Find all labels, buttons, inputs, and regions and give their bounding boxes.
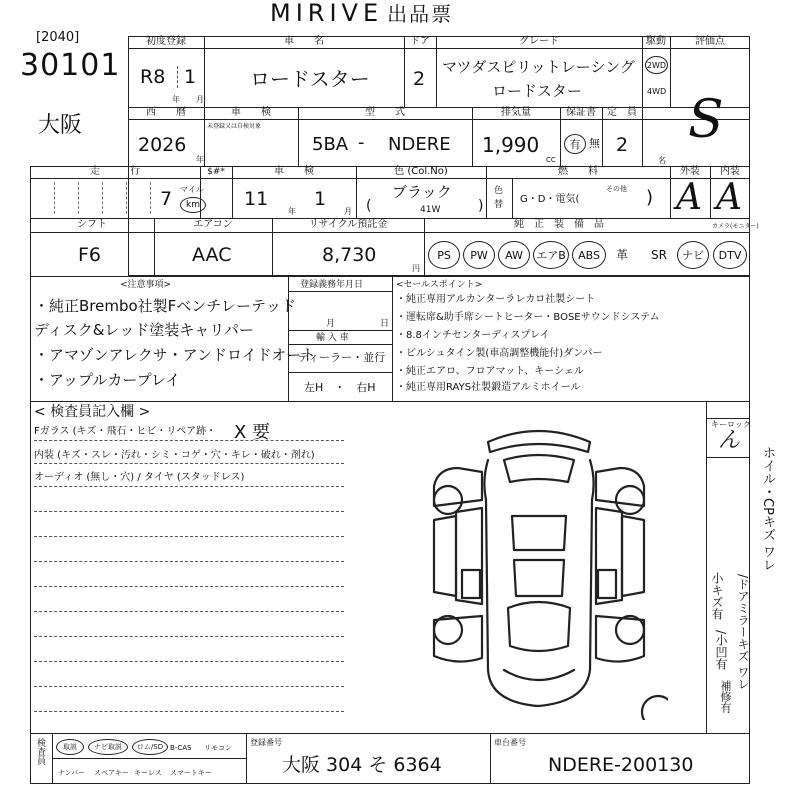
inspector-label: < 検査員記入欄 >: [34, 404, 151, 420]
manual-label: 保証書: [566, 107, 596, 118]
shift-label: シフト: [77, 219, 107, 230]
brand-title: [270, 0, 453, 27]
color-label: 色 (Col.No): [394, 166, 448, 177]
lot-number: 30101: [20, 48, 121, 83]
displacement-value: 1,990: [482, 133, 540, 157]
item-spare-key: スペアキー: [94, 769, 129, 777]
sales-line-2: ・運転席&助手席シートヒーター・BOSEサウンドシステム: [396, 312, 660, 323]
insp-year-unit: 年: [288, 207, 296, 216]
note-line-2: ディスク&レッド塗装キャリパー: [34, 321, 254, 339]
door-label: ドア: [410, 36, 430, 47]
reg-month: 1: [184, 66, 197, 88]
item-keyless: キーレス: [134, 769, 162, 777]
model-code: NDERE: [388, 134, 451, 155]
plate-label: 登録番号: [250, 738, 282, 747]
year-label: 西 暦: [146, 107, 186, 118]
equip-airbag: エアB: [533, 241, 569, 269]
keylock-value: ん: [718, 428, 741, 453]
glass-value: X 要: [234, 422, 271, 443]
grade-line1: マツダスピリットレーシング: [442, 58, 635, 76]
displacement-label: 排気量: [501, 107, 531, 118]
exterior-label: 外装: [680, 166, 700, 177]
note-line-4: ・アップルカープレイ: [34, 371, 181, 389]
inspection-label: 車 検: [231, 107, 271, 118]
import-label: 輸 入 車: [316, 333, 349, 343]
item-rom-sd: ロム/SD: [132, 739, 168, 755]
grade-label: グレード: [519, 36, 559, 47]
exterior-grade: A: [676, 177, 702, 218]
mileage-unit-km: km: [180, 197, 206, 213]
recycle-label: リサイクル預託金: [308, 219, 388, 230]
model-label: 型 式: [365, 107, 405, 118]
car-diagram: [418, 420, 668, 720]
interior-line: 内装 (キズ・スレ・汚れ・シミ・コゲ・穴・キレ・破れ・剤れ): [34, 450, 315, 461]
item-remote: リモコン: [204, 744, 232, 752]
inspection-note: 未登録又は自検対象: [207, 123, 262, 130]
notes-label: <注意事項>: [120, 280, 172, 290]
score-label: 評価点: [695, 36, 725, 47]
brand-name: MIRIVE: [270, 0, 384, 27]
glass-label: Fガラス (キズ・飛石・ヒビ・リペア跡・: [34, 426, 217, 437]
score-value: S: [688, 90, 724, 150]
item-smart-key: スマートキー: [170, 769, 212, 777]
fuel-label: 燃 料: [558, 166, 598, 177]
recycle-value: 8,730: [322, 244, 377, 266]
ac-label: エアコン: [193, 219, 233, 230]
side-note-mirror: /ドアミラーキズ ワレ: [736, 574, 750, 690]
insp-month-unit: 月: [344, 207, 352, 216]
color-change-label: 色替: [494, 186, 504, 210]
manual-yes: 有: [564, 134, 586, 154]
sales-line-5: ・純正エアロ、フロアマット、キーシェル: [396, 366, 584, 377]
equip-ps: PS: [428, 241, 460, 269]
drive-4wd: 4WD: [647, 87, 667, 96]
seats-label: 定 員: [607, 107, 637, 118]
equip-label: 純 正 装 備 品: [514, 219, 604, 230]
sheet-title: 出品票: [387, 2, 454, 26]
seats-value: 2: [616, 134, 629, 156]
fuel-other: その他: [606, 185, 627, 193]
equip-dtv: DTV: [713, 241, 747, 269]
color-code: 41W: [420, 205, 441, 215]
interior-label: 内装: [720, 166, 740, 177]
ac-value: AAC: [192, 244, 232, 266]
equip-pw: PW: [463, 241, 495, 269]
chassis-number: NDERE-200130: [548, 754, 694, 776]
year-value: 2026: [138, 134, 187, 156]
grade-line2: ロードスター: [492, 82, 582, 100]
interior-grade: A: [716, 177, 742, 218]
paren-left: (: [366, 198, 372, 214]
reg-day-unit: 日: [380, 319, 390, 329]
sales-line-6: ・純正専用RAYS社製鍛造アルミホイール: [396, 382, 581, 393]
item-navi-manual: ナビ取説: [88, 739, 128, 755]
fuel-close: ): [646, 187, 654, 208]
item-plate: ナンバー: [58, 769, 86, 777]
audio-line: オーディオ (無し・穴) / タイヤ (スタッドレス): [34, 472, 245, 483]
mileage-unit-mile: マイル: [180, 185, 204, 194]
inspection-year: 11: [244, 188, 269, 210]
import-hand: 左H ・ 右H: [304, 381, 376, 394]
reg-deadline-label: 登録義務年月日: [300, 280, 364, 290]
item-bcas: B-CAS: [170, 744, 192, 752]
sales-line-3: ・8.8インチセンターディスプレイ: [396, 330, 550, 341]
item-manual: 取説: [56, 739, 84, 755]
note-line-1: ・純正Brembo社製Fベンチレーテッド: [34, 297, 296, 315]
equip-navi: ナビ: [677, 241, 709, 269]
keylock-label: キーロック: [711, 420, 751, 429]
chassis-label: 車台番号: [494, 738, 526, 747]
mileage-value: 7: [160, 188, 173, 210]
dtv-label: カメラ(モニター): [712, 223, 759, 230]
seats-unit: 名: [658, 156, 666, 165]
meter-label: $#*: [207, 167, 225, 177]
model-sep: -: [358, 132, 365, 153]
month-unit: 月: [196, 95, 204, 104]
inspector-mark-label: 検査員: [35, 738, 45, 765]
reg-label: 初度登録: [146, 36, 186, 47]
year-unit: 年: [172, 95, 180, 104]
reg-era: R8: [140, 66, 166, 88]
drive-2wd: 2WD: [645, 56, 668, 74]
import-dealer: ディーラー・並行: [298, 351, 386, 364]
equip-abs: ABS: [572, 241, 606, 269]
color-name: ブラック: [392, 183, 452, 201]
inspection-month: 1: [314, 188, 327, 210]
side-note-wheel: ホイル・CPキズ ワレ: [760, 446, 775, 572]
paren-right: ): [478, 198, 484, 214]
fuel-options: G・D・電気(: [520, 194, 580, 205]
shift-value: F6: [78, 244, 102, 266]
recycle-unit: 円: [412, 264, 420, 273]
manual-no: 無: [589, 137, 600, 150]
side-note-scratch: 小キズ有: [710, 572, 724, 620]
equip-aw: AW: [498, 241, 530, 269]
car-name: ロードスター: [250, 67, 370, 91]
sales-line-4: ・ビルシュタイン製(車高調整機能付)ダンパー: [396, 348, 603, 359]
sales-line-1: ・純正専用アルカンターラレカロ社製シート: [396, 294, 596, 305]
equip-leather: 革: [616, 248, 629, 262]
side-note-repair: 補修有: [719, 680, 732, 713]
reg-month-unit: 月: [326, 319, 336, 329]
drive-label: 駆動: [646, 36, 666, 47]
mileage-label: 走 行: [90, 166, 140, 177]
note-line-3: ・アマゾンアレクサ・アンドロイドオート: [34, 346, 317, 364]
side-note-dent: /小凹有: [714, 630, 728, 671]
year-unit2: 年: [196, 155, 204, 164]
model-prefix: 5BA: [312, 134, 349, 155]
cc-unit: CC: [546, 156, 556, 164]
lot-code: [2040]: [36, 30, 80, 45]
venue: 大阪: [38, 113, 83, 138]
door-count: 2: [413, 68, 426, 90]
plate-number: 大阪 304 そ 6364: [282, 754, 442, 776]
name-label: 車 名: [284, 36, 324, 47]
sales-label: <セールスポイント>: [396, 280, 483, 290]
inspection-date-label: 車 検: [274, 166, 314, 177]
equip-sunroof: SR: [651, 248, 667, 262]
